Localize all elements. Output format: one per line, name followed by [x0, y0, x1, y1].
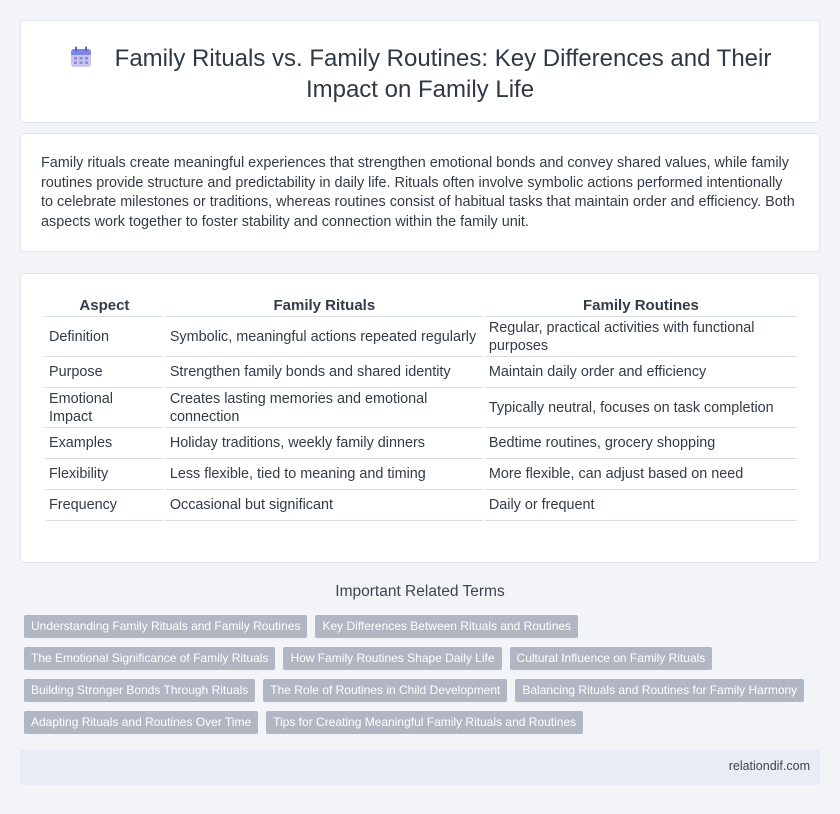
table-cell-rituals: Creates lasting memories and emotional connection [166, 388, 483, 428]
related-term-link[interactable]: The Emotional Significance of Family Rituals [24, 647, 275, 670]
table-row [45, 388, 797, 428]
related-term-link[interactable]: Adapting Rituals and Routines Over Time [24, 711, 258, 734]
related-term-link[interactable]: Cultural Influence on Family Rituals [510, 647, 713, 670]
table-row [45, 357, 797, 388]
tag-row [24, 711, 814, 734]
column-header-family-rituals: Family Rituals [166, 295, 483, 317]
column-header-family-routines: Family Routines [485, 295, 797, 317]
tag-row [24, 679, 814, 702]
tag-row [24, 647, 814, 670]
table-row [45, 490, 797, 521]
table-cell-rituals: Occasional but significant [166, 490, 483, 521]
table-cell-aspect: Purpose [45, 357, 164, 388]
title-wrap [21, 43, 819, 105]
related-term-link[interactable]: Building Stronger Bonds Through Rituals [24, 679, 255, 702]
header-card [20, 20, 820, 123]
footer [20, 750, 820, 785]
column-header-aspect: Aspect [45, 295, 164, 317]
table-cell-rituals: Strengthen family bonds and shared identity [166, 357, 483, 388]
table-cell-rituals: Holiday traditions, weekly family dinners [166, 428, 483, 459]
intro-card [20, 133, 820, 252]
table-cell-routines: More flexible, can adjust based on need [485, 459, 797, 490]
related-term-link[interactable]: Tips for Creating Meaningful Family Rituals and Routines [266, 711, 583, 734]
related-term-link[interactable]: Balancing Rituals and Routines for Family Harmony [515, 679, 804, 702]
table-cell-aspect: Frequency [45, 490, 164, 521]
site-credit: relationdif.com [728, 759, 810, 773]
related-term-link[interactable]: Understanding Family Rituals and Family Routines [24, 615, 307, 638]
tag-row [24, 615, 814, 638]
table-cell-rituals: Symbolic, meaningful actions repeated regularly [166, 317, 483, 357]
related-term-link[interactable]: Key Differences Between Rituals and Routines [315, 615, 578, 638]
calendar-icon [69, 45, 93, 69]
comparison-table [43, 295, 799, 521]
table-cell-aspect: Emotional Impact [45, 388, 164, 428]
table-cell-aspect: Examples [45, 428, 164, 459]
related-terms-list [24, 615, 814, 743]
related-terms-heading: Important Related Terms [335, 583, 505, 600]
table-row [45, 459, 797, 490]
table-cell-aspect: Definition [45, 317, 164, 357]
table-cell-routines: Regular, practical activities with functional purposes [485, 317, 797, 357]
table-row [45, 428, 797, 459]
table-row [45, 317, 797, 357]
table-cell-routines: Typically neutral, focuses on task completion [485, 388, 797, 428]
table-cell-routines: Maintain daily order and efficiency [485, 357, 797, 388]
page-title [61, 43, 779, 105]
related-term-link[interactable]: How Family Routines Shape Daily Life [283, 647, 501, 670]
related-term-link[interactable]: The Role of Routines in Child Development [263, 679, 507, 702]
table-cell-rituals: Less flexible, tied to meaning and timing [166, 459, 483, 490]
page-title-text: Family Rituals vs. Family Routines: Key Differences and Their Impact on Family Life [114, 45, 772, 103]
table-cell-aspect: Flexibility [45, 459, 164, 490]
table-header-row [45, 295, 797, 317]
comparison-table-card [20, 273, 820, 563]
table-cell-routines: Bedtime routines, grocery shopping [485, 428, 797, 459]
table-cell-routines: Daily or frequent [485, 490, 797, 521]
intro-paragraph: Family rituals create meaningful experiences that strengthen emotional bonds and convey shared values, while family routines provide structure and predictability in daily life. Rituals often involve symbolic actions performed intentionally to celebrate milestones or traditions, whereas routines consist of habitual tasks that maintain order and efficiency. Both aspects work together to foster stability and connection within the family unit. [41, 155, 795, 230]
